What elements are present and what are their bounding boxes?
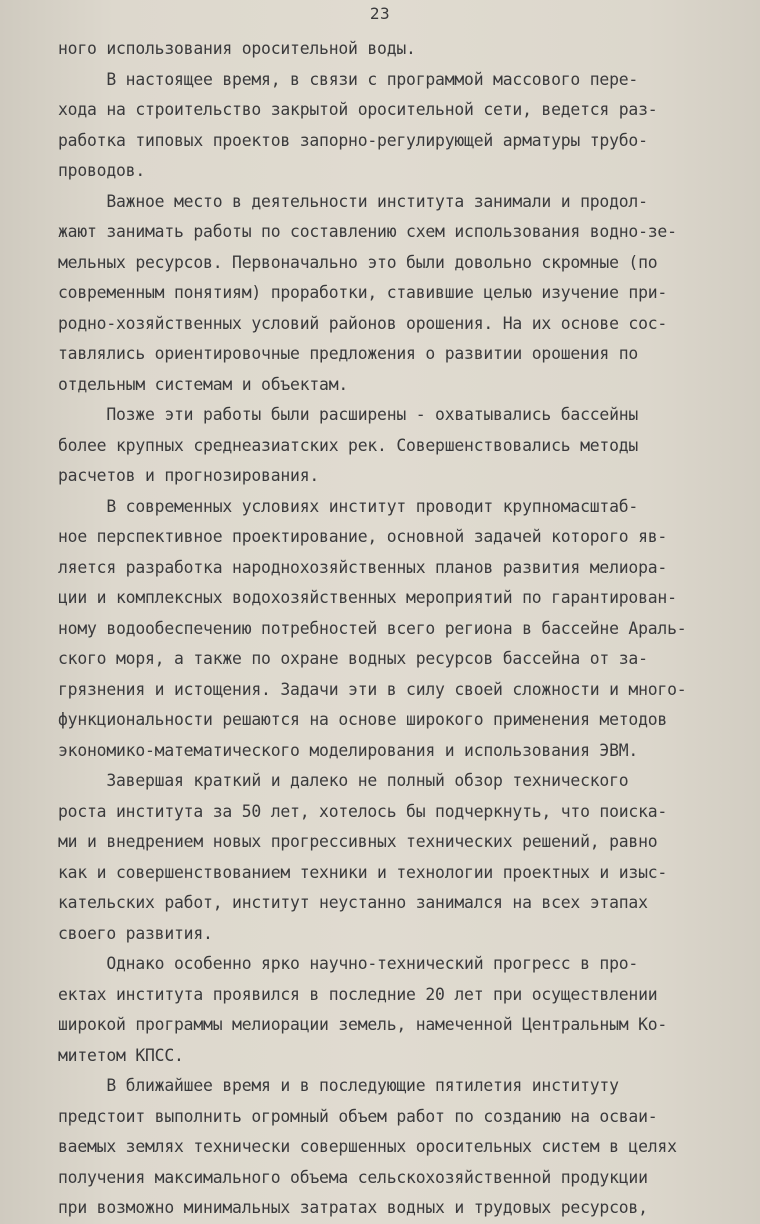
- text-line: роста института за 50 лет, хотелось бы подчеркнуть, что поиска-: [58, 801, 668, 821]
- text-line: Важное место в деятельности института занимали и продол-: [58, 191, 648, 211]
- text-line: экономико-математического моделирования и использования ЭВМ.: [58, 740, 639, 760]
- text-line: грязнения и истощения. Задачи эти в силу своей сложности и много-: [58, 679, 687, 699]
- text-line: родно-хозяйственных условий районов орошения. На их основе сос-: [58, 313, 668, 333]
- text-line: Однако особенно ярко научно-технический прогресс в про-: [58, 954, 639, 973]
- text-line: ное перспективное проектирование, основной задачей которого яв-: [58, 527, 668, 546]
- text-line: Завершая краткий и далеко не полный обзор технического: [58, 771, 629, 790]
- text-line: В современных условиях институт проводит крупномасштаб-: [58, 496, 639, 516]
- text-line: отдельным системам и объектам.: [58, 374, 349, 394]
- text-line: Позже эти работы были расширены - охватывались бассейны: [58, 405, 639, 424]
- text-line: ного использования оросительной воды.: [58, 39, 416, 58]
- text-line: предстоит выполнить огромный объем работ по созданию на осваи-: [58, 1106, 658, 1126]
- text-line: при возможно минимальных затратах водных и трудовых ресурсов,: [58, 1198, 648, 1217]
- text-line: ции и комплексных водохозяйственных мероприятий по гарантирован-: [58, 588, 677, 607]
- text-line: широкой программы мелиорации земель, намеченной Центральным Ко-: [58, 1015, 668, 1034]
- text-line: ляется разработка народнохозяйственных планов развития мелиора-: [58, 557, 668, 577]
- text-line: митетом КПСС.: [58, 1045, 184, 1065]
- text-line: В ближайшее время и в последующие пятилетия институту: [58, 1076, 619, 1095]
- text-line: расчетов и прогнозирования.: [58, 466, 320, 485]
- text-line: ваемых землях технически совершенных оросительных систем в целях: [58, 1137, 677, 1156]
- text-line: работка типовых проектов запорно-регулирующей арматуры трубо-: [58, 130, 648, 150]
- text-line: ному водообеспечению потребностей всего региона в бассейне Араль-: [58, 618, 687, 638]
- text-line: мельных ресурсов. Первоначально это были довольно скромные (по: [58, 252, 658, 272]
- text-line: проводов.: [58, 161, 146, 180]
- text-line: ми и внедрением новых прогрессивных технических решений, равно: [58, 832, 658, 851]
- text-line: кательских работ, институт неустанно занимался на всех этапах: [58, 893, 648, 912]
- text-line: ектах института проявился в последние 20 лет при осуществлении: [58, 984, 658, 1004]
- text-line: современным понятиям) проработки, ставившие целью изучение при-: [58, 283, 668, 302]
- text-line: ского моря, а также по охране водных ресурсов бассейна от за-: [58, 649, 648, 668]
- text-line: более крупных среднеазиатских рек. Совершенствовались методы: [58, 435, 639, 455]
- text-line: тавлялись ориентировочные предложения о развитии орошения по: [58, 344, 639, 363]
- text-line: функциональности решаются на основе широкого применения методов: [58, 710, 668, 729]
- page-number: 23: [369, 4, 391, 23]
- document-body: [58, 34, 748, 1224]
- text-line: получения максимального объема сельскохозяйственной продукции: [58, 1167, 648, 1187]
- text-line: В настоящее время, в связи с программой массового пере-: [58, 69, 639, 89]
- text-line: хода на строительство закрытой оросительной сети, ведется раз-: [58, 100, 658, 119]
- text-line: жают занимать работы по составлению схем использования водно-зе-: [58, 222, 677, 241]
- text-line: как и совершенствованием техники и технологии проектных и изыс-: [58, 862, 668, 882]
- text-line: своего развития.: [58, 923, 213, 943]
